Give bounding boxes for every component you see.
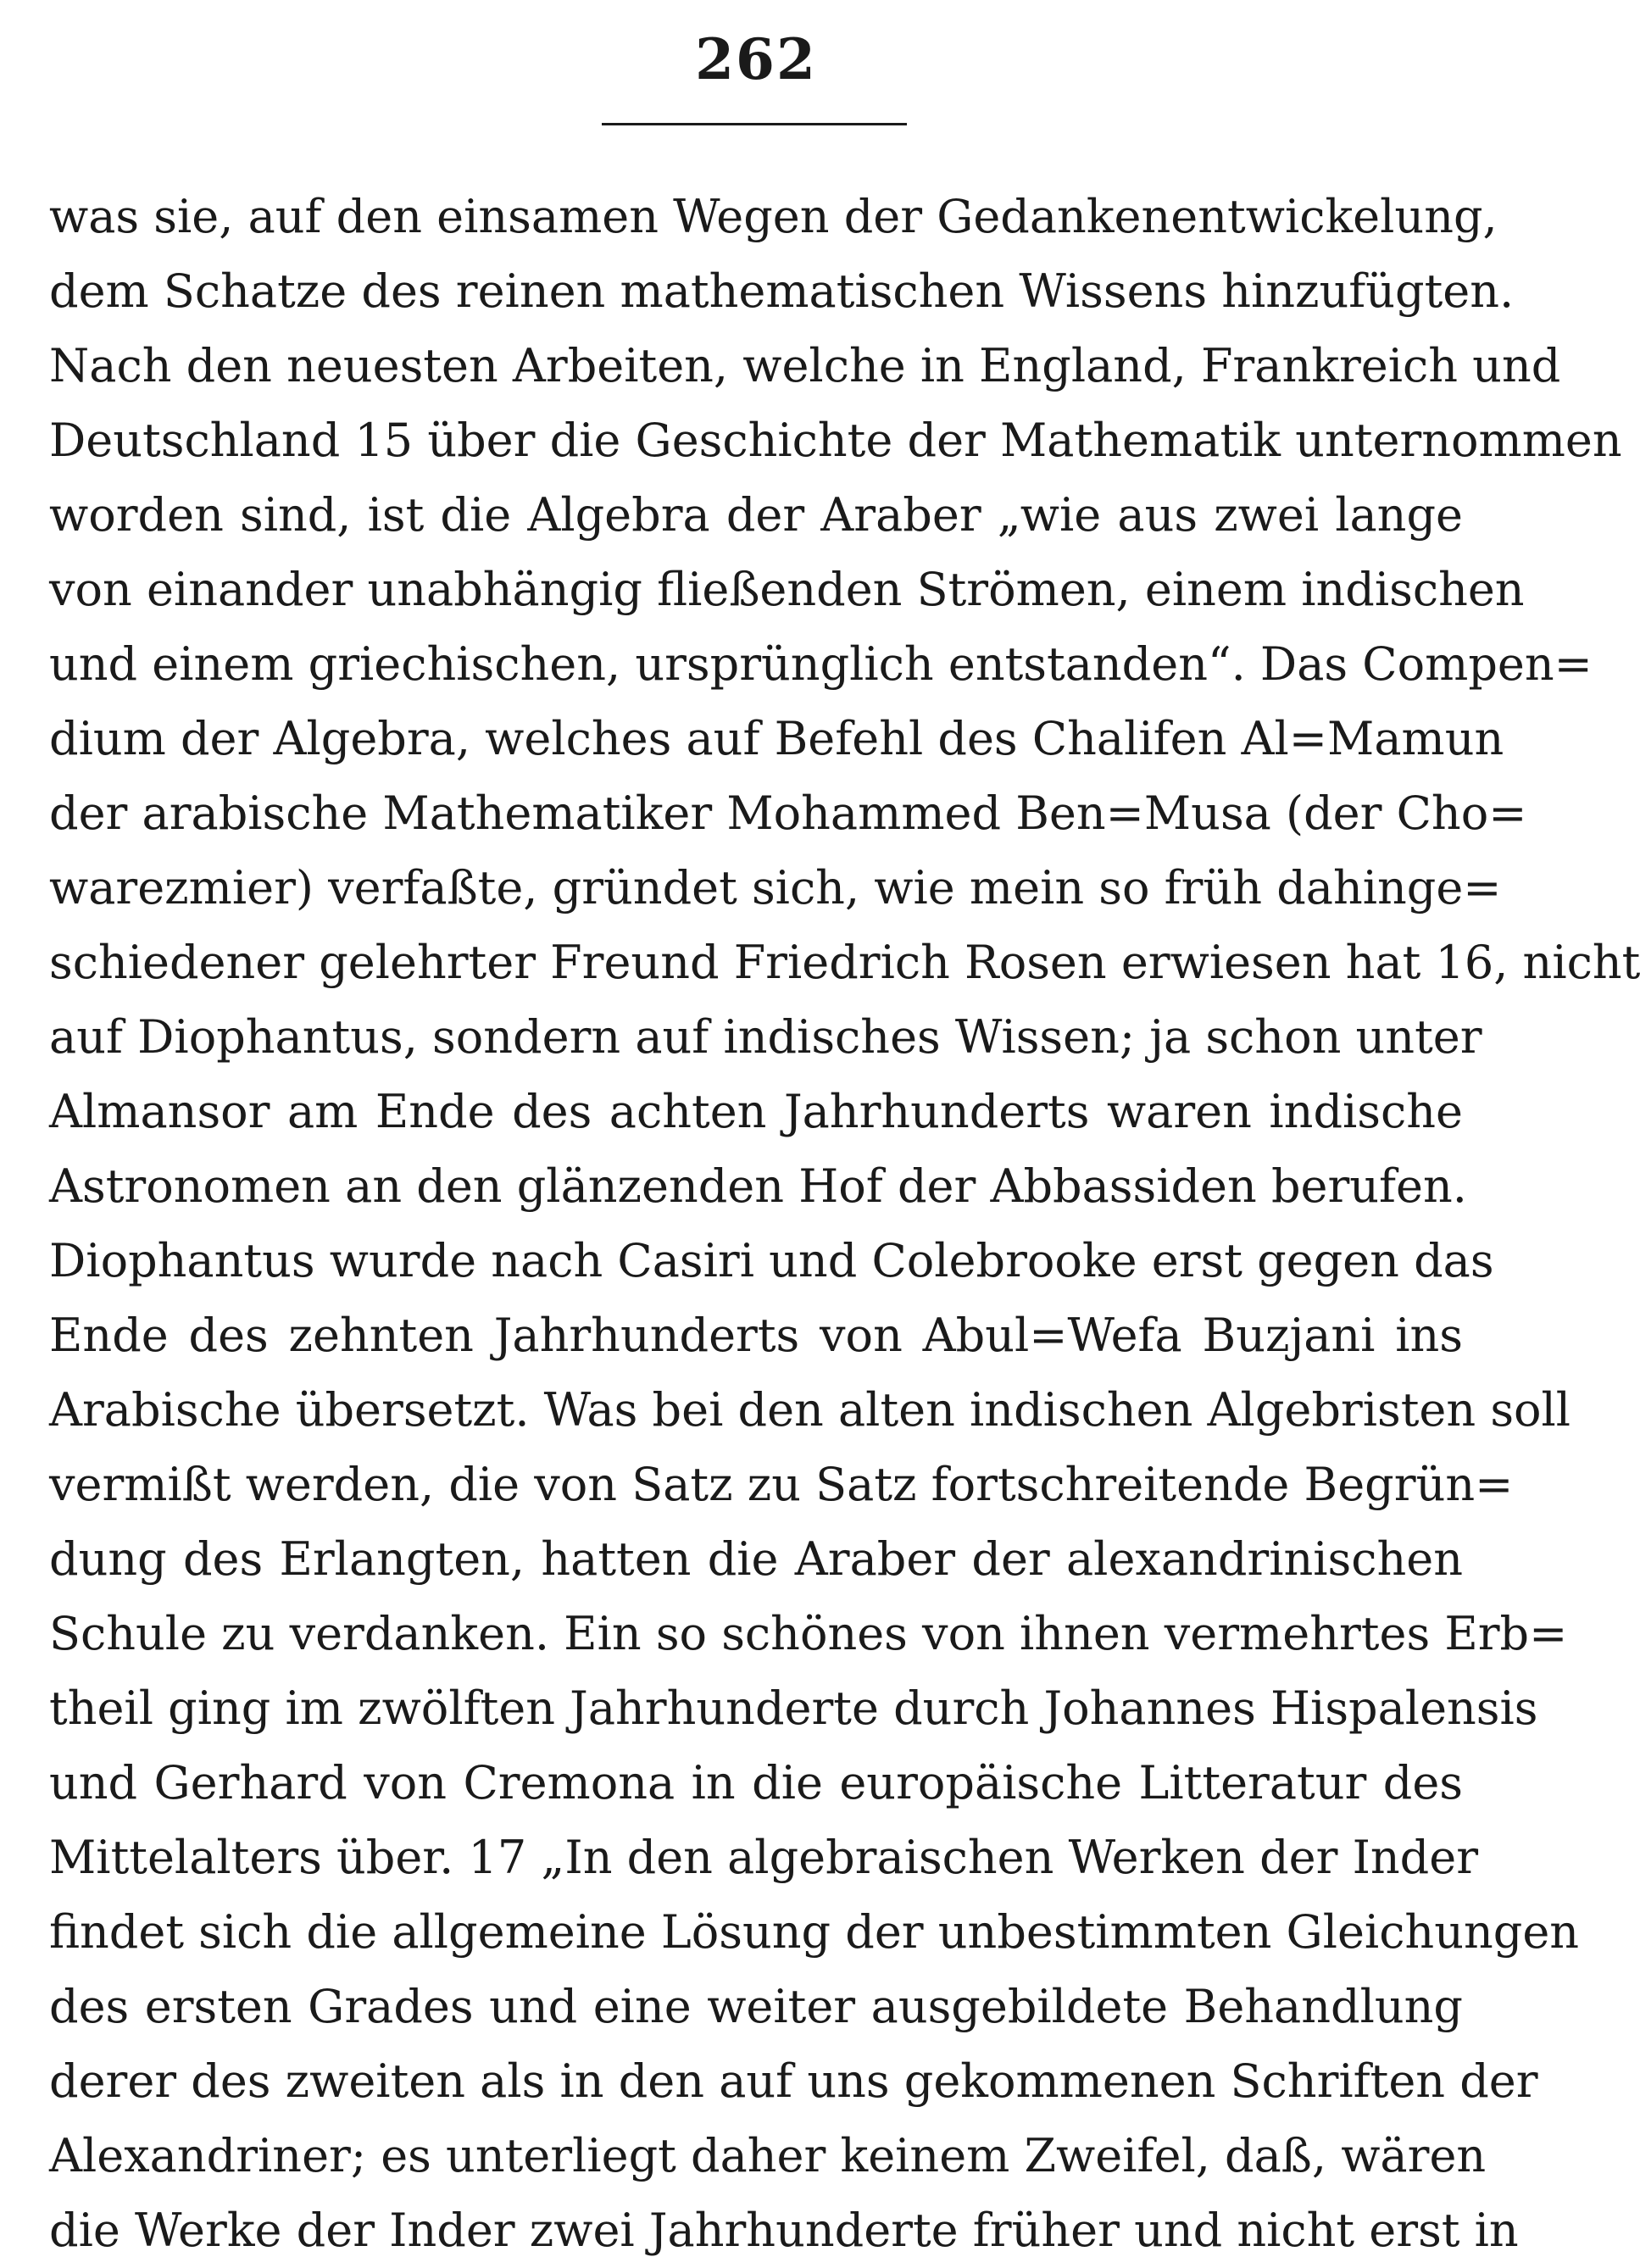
text-line: dem Schatze des reinen mathematischen Wissens hinzufügten.: [49, 264, 1515, 318]
text-line: theil ging im zwölften Jahrhunderte durch Johannes Hispalensis: [49, 1682, 1538, 1735]
text-line: warezmier) verfaßte, gründet sich, wie mein so früh dahinge=: [49, 861, 1502, 914]
text-line: auf Diophantus, sondern auf indisches Wissen; ja schon unter: [49, 1010, 1482, 1064]
text-line: dium der Algebra, welches auf Befehl des Chalifen Al=Mamun: [49, 712, 1504, 765]
text-line: was sie, auf den einsamen Wegen der Gedankenentwickelung,: [49, 190, 1498, 243]
body-text: [49, 180, 1640, 2268]
text-line: derer des zweiten als in den auf uns gekommenen Schriften der: [49, 2054, 1538, 2108]
text-line: Arabische übersetzt. Was bei den alten indischen Algebristen soll: [49, 1383, 1571, 1437]
header-rule: [602, 123, 907, 125]
text-line: Astronomen an den glänzenden Hof der Abbassiden berufen.: [49, 1159, 1467, 1213]
text-line: und einem griechischen, ursprünglich entstanden“. Das Compen=: [49, 637, 1593, 691]
text-line: Mittelalters über. 17 „In den algebraischen Werken der Inder: [49, 1831, 1479, 1884]
text-line: worden sind, ist die Algebra der Araber „wie aus zwei lange: [49, 488, 1463, 542]
text-line: schiedener gelehrter Freund Friedrich Rosen erwiesen hat 16, nicht: [49, 936, 1640, 989]
text-line: vermißt werden, die von Satz zu Satz fortschreitende Begrün=: [49, 1458, 1514, 1511]
text-line: Alexandriner; es unterliegt daher keinem Zweifel, daß, wären: [49, 2129, 1487, 2182]
text-line: Ende des zehnten Jahrhunderts von Abul=Wefa Buzjani ins: [49, 1309, 1463, 1362]
text-line: und Gerhard von Cremona in die europäische Litteratur des: [49, 1756, 1463, 1809]
text-line: Deutschland 15 über die Geschichte der Mathematik unternommen: [49, 414, 1622, 467]
text-line: von einander unabhängig fließenden Strömen, einem indischen: [49, 563, 1525, 616]
text-line: Nach den neuesten Arbeiten, welche in England, Frankreich und: [49, 339, 1561, 392]
text-line: der arabische Mathematiker Mohammed Ben=Musa (der Cho=: [49, 787, 1527, 840]
text-line: dung des Erlangten, hatten die Araber der alexandrinischen: [49, 1532, 1463, 1586]
text-line: Diophantus wurde nach Casiri und Colebrooke erst gegen das: [49, 1234, 1494, 1287]
text-line: des ersten Grades und eine weiter ausgebildete Behandlung: [49, 1980, 1463, 2033]
text-line: Schule zu verdanken. Ein so schönes von ihnen vermehrtes Erb=: [49, 1607, 1568, 1660]
page-number: 262: [695, 26, 817, 92]
text-line: die Werke der Inder zwei Jahrhunderte früher und nicht erst in: [49, 2204, 1519, 2257]
text-line: Almansor am Ende des achten Jahrhunderts waren indische: [49, 1085, 1463, 1138]
text-line: findet sich die allgemeine Lösung der unbestimmten Gleichungen: [49, 1905, 1580, 1959]
